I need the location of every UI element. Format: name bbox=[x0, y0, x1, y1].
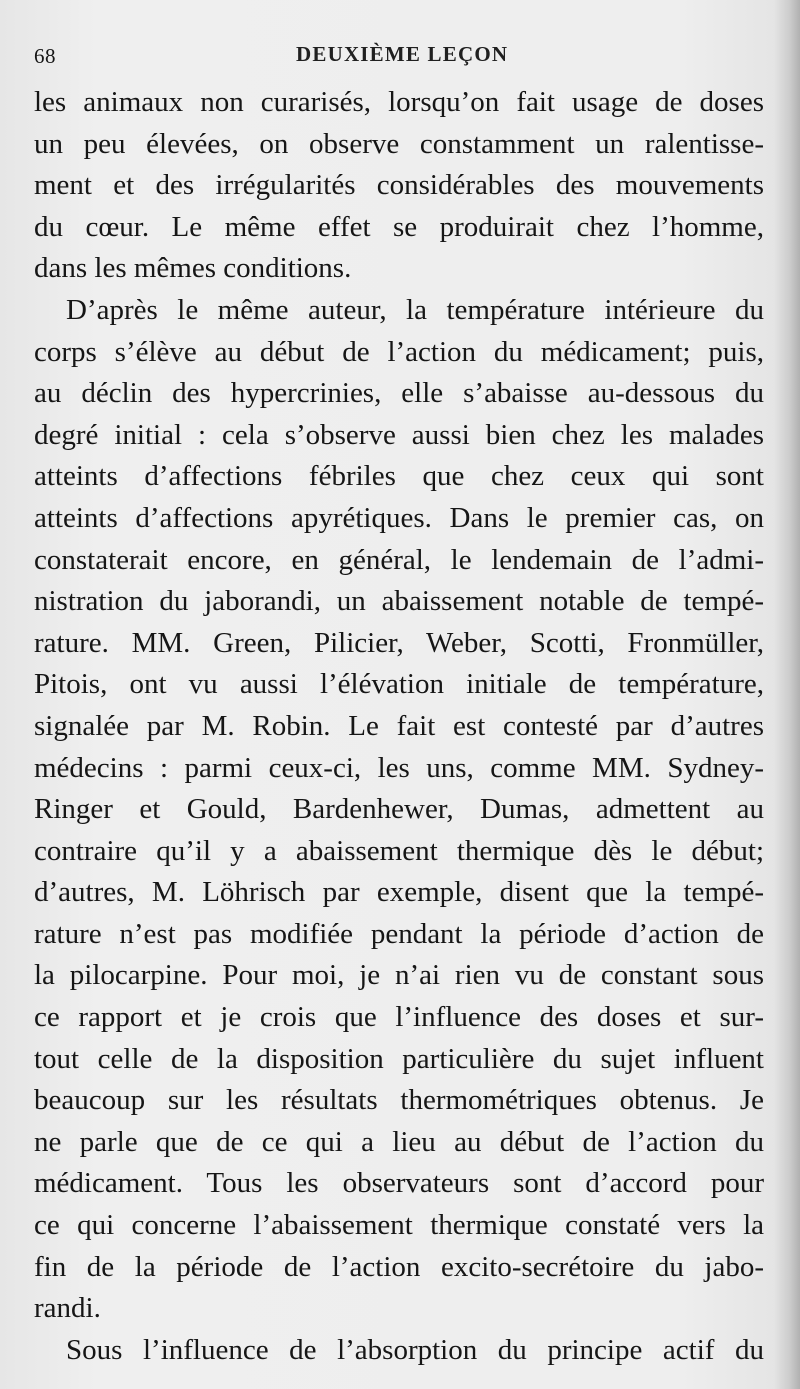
text-line: fin de la période de l’action excito-secrétoire du jabo- bbox=[34, 1250, 764, 1283]
body-text bbox=[34, 82, 764, 1371]
text-line: nistration du jaborandi, un abaissement notable de tempé- bbox=[34, 585, 764, 618]
text-line: médecins : parmi ceux-ci, les uns, comme MM. Sydney- bbox=[34, 751, 764, 784]
text-line: degré initial : cela s’observe aussi bien chez les malades bbox=[34, 418, 764, 451]
text-line: contraire qu’il y a abaissement thermique dès le début; bbox=[34, 834, 764, 867]
text-line: rature. MM. Green, Pilicier, Weber, Scotti, Fronmüller, bbox=[34, 626, 764, 659]
text-line: tout celle de la disposition particulière du sujet influent bbox=[34, 1042, 764, 1075]
text-line: atteints d’affections fébriles que chez ceux qui sont bbox=[34, 460, 764, 493]
paragraph-first-line: Sous l’influence de l’absorption du principe actif du bbox=[66, 1333, 764, 1366]
text-line: corps s’élève au début de l’action du médicament; puis, bbox=[34, 335, 764, 368]
paragraph-first-line: D’après le même auteur, la température intérieure du bbox=[66, 293, 764, 326]
text-line: du cœur. Le même effet se produirait chez l’homme, bbox=[34, 210, 764, 243]
text-line: ce qui concerne l’abaissement thermique constaté vers la bbox=[34, 1209, 764, 1242]
text-line: médicament. Tous les observateurs sont d’accord pour bbox=[34, 1167, 764, 1200]
text-line: constaterait encore, en général, le lendemain de l’admi- bbox=[34, 543, 764, 576]
text-line: rature n’est pas modifiée pendant la période d’action de bbox=[34, 917, 764, 950]
text-line: les animaux non curarisés, lorsqu’on fait usage de doses bbox=[34, 86, 764, 118]
text-line: la pilocarpine. Pour moi, je n’ai rien vu de constant sous bbox=[34, 959, 764, 992]
text-line: randi. bbox=[34, 1292, 101, 1325]
page-number: 68 bbox=[34, 44, 56, 68]
text-line: un peu élevées, on observe constamment un ralentisse- bbox=[34, 127, 764, 160]
text-line: dans les mêmes conditions. bbox=[34, 252, 352, 285]
text-line: ment et des irrégularités considérables des mouvements bbox=[34, 169, 764, 202]
text-line: au déclin des hypercrinies, elle s’abaisse au-dessous du bbox=[34, 377, 764, 410]
text-line: beaucoup sur les résultats thermométriques obtenus. Je bbox=[34, 1084, 764, 1117]
text-line: ne parle que de ce qui a lieu au début de l’action du bbox=[34, 1125, 764, 1158]
text-line: signalée par M. Robin. Le fait est contesté par d’autres bbox=[34, 709, 764, 742]
running-head bbox=[34, 38, 764, 68]
text-line: Ringer et Gould, Bardenhewer, Dumas, admettent au bbox=[34, 793, 764, 826]
page-gutter-shadow bbox=[774, 0, 800, 1389]
text-line: atteints d’affections apyrétiques. Dans le premier cas, on bbox=[34, 501, 764, 534]
text-line: d’autres, M. Löhrisch par exemple, disent que la tempé- bbox=[34, 876, 764, 909]
running-title: DEUXIÈME LEÇON bbox=[296, 42, 509, 66]
text-line: Pitois, ont vu aussi l’élévation initiale de température, bbox=[34, 668, 764, 701]
text-line: ce rapport et je crois que l’influence des doses et sur- bbox=[34, 1001, 764, 1034]
